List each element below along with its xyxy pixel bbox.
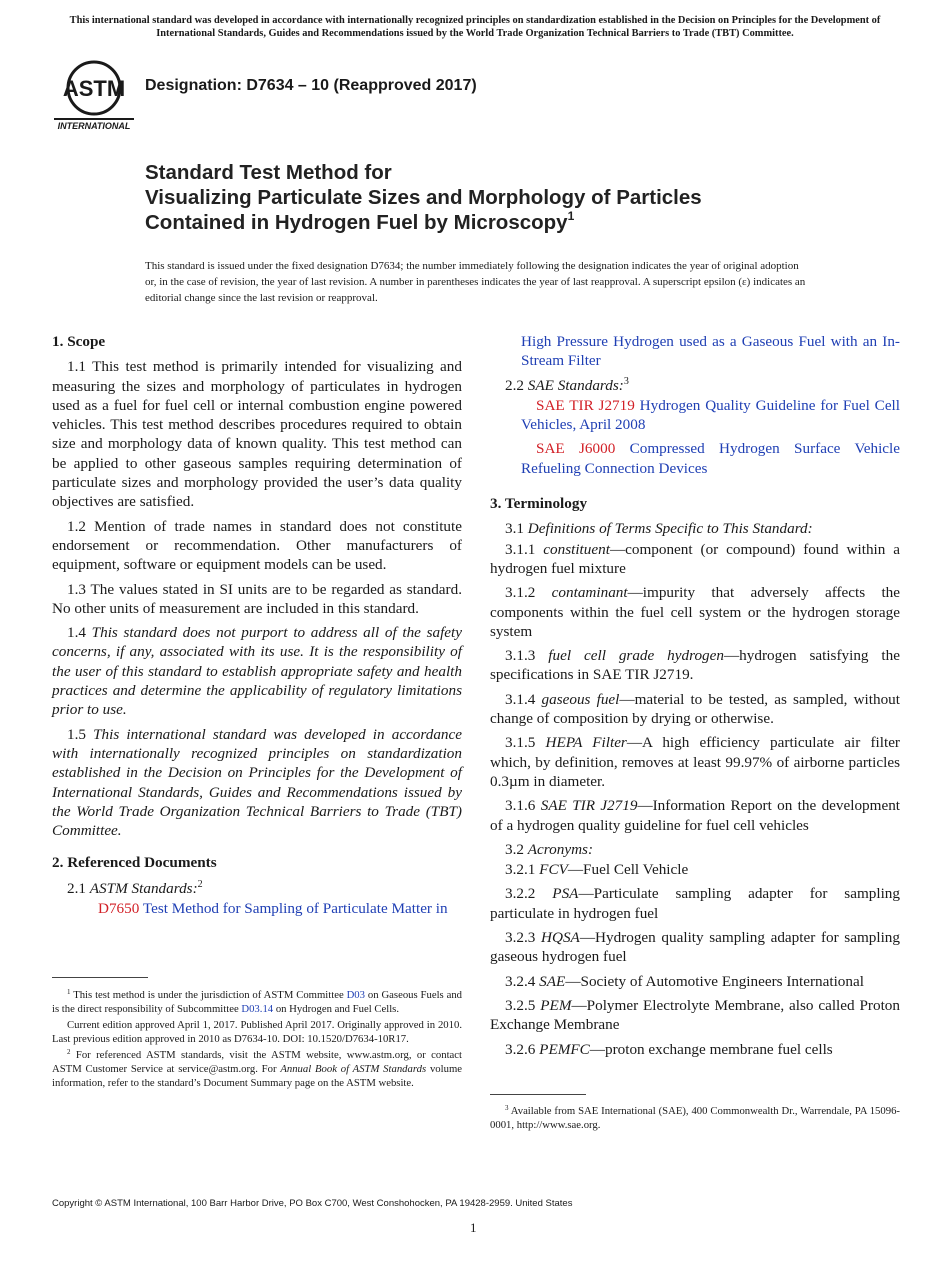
acronym-term: FCV	[539, 861, 568, 879]
ref-title-link: Compressed Hydrogen Surface Vehicle Refueling Connection Devices	[521, 440, 900, 477]
ref-title-link: Hydrogen Quality Guideline for Fuel Cell Vehicles, April 2008	[521, 396, 900, 434]
term-term: fuel cell grade hydrogen	[548, 647, 724, 665]
acronym-definition: —Particulate sampling adapter for sampling particulate in hydrogen fuel	[490, 885, 900, 922]
footnote-1-edition: Current edition approved April 1, 2017. Published April 2017. Originally approved in 2010. Last previous edition approved in 2010 as D7634-10. DOI: 10.1520/D7634-10R17.	[52, 1019, 462, 1045]
acronym-number: 3.2.4	[505, 972, 536, 990]
acronym-definition: —Polymer Electrolyte Membrane, also called Proton Exchange Membrane	[490, 996, 900, 1034]
astm-logo-icon	[52, 58, 136, 132]
ref-sae-j6000[interactable]	[490, 439, 900, 478]
term-term: SAE TIR J2719	[540, 797, 638, 815]
title-footnote-mark: 1	[567, 209, 575, 223]
acronyms-list	[490, 860, 900, 1059]
acronym-item	[490, 860, 900, 879]
ref-sae-j2719[interactable]	[490, 396, 900, 435]
ref-code: SAE TIR J2719	[536, 396, 635, 414]
acronym-definition: —Hydrogen quality sampling adapter for sampling gaseous hydrogen fuel	[490, 929, 900, 966]
footnote-rule	[52, 977, 148, 978]
term-item	[490, 796, 900, 835]
term-term: HEPA Filter	[545, 734, 627, 752]
title-line-2: Visualizing Particulate Sizes and Morphology of Particles	[145, 186, 702, 209]
acronym-term: SAE	[539, 972, 566, 990]
logo-text: ASTM	[62, 76, 126, 101]
acronym-number: 3.2.2	[505, 885, 536, 903]
page-number: 1	[470, 1220, 477, 1235]
document-title	[145, 160, 845, 235]
acronym-number: 3.2.5	[505, 996, 536, 1014]
designation: Designation: D7634 – 10 (Reapproved 2017)	[145, 77, 477, 94]
term-item	[490, 540, 900, 579]
term-item	[490, 733, 900, 791]
para-1-2: 1.2 Mention of trade names in standard does not constitute endorsement or recommendation. Other manufacturers of equipment, software or equipment models can be used.	[52, 517, 462, 574]
ref-d7650-continued[interactable]	[490, 332, 900, 371]
logo-subtext: INTERNATIONAL	[57, 121, 131, 131]
term-number: 3.1.3	[505, 647, 536, 665]
acronym-definition: —Society of Automotive Engineers International	[565, 972, 864, 990]
term-number: 3.1.6	[505, 797, 536, 815]
para-2-1: 2.1 ASTM Standards:$^2$	[67, 878, 203, 897]
acronym-item	[490, 972, 900, 991]
term-number: 3.1.1	[505, 540, 536, 558]
term-item	[490, 646, 900, 685]
ref-d7650[interactable]	[52, 899, 462, 918]
footnotes-right	[490, 1104, 900, 1134]
term-item	[490, 690, 900, 729]
term-term: constituent	[543, 540, 610, 558]
term-definition: —impurity that adversely affects the components within the fuel cell system or the hydrogen storage system	[490, 584, 900, 640]
tbt-notice: This international standard was developed in accordance with internationally recognized principles on standardization established in the Decision on Principles for the Development of International Standards, Guides and Recommendations issued by the World Trade Organization Technical Barriers to Trade (TBT) Committee.	[69, 15, 881, 39]
para-3-1: 3.1 Definitions of Terms Specific to This Standard:	[505, 520, 813, 538]
acronym-item	[490, 928, 900, 967]
title-line-1: Standard Test Method for	[145, 161, 392, 184]
para-1-5: 1.5 This international standard was developed in accordance with internationally recognized principles on standardization established in the Decision on Principles for the Development of International Standards, Guides and Recommendations issued by the World Trade Organization Technical Barriers to Trade (TBT) Committee.	[52, 725, 463, 840]
footnote-rule	[490, 1094, 586, 1095]
terminology-heading: 3. Terminology	[490, 495, 588, 513]
scope-heading: 1. Scope	[52, 333, 106, 350]
term-term: gaseous fuel	[541, 690, 620, 708]
acronym-item	[490, 1040, 900, 1059]
footnote-1: $^1$ This test method is under the jurisdiction of ASTM Committee D03 on Gaseous Fuels and is the direct responsibility of Subcommittee D03.14 on Hydrogen and Fuel Cells.	[52, 988, 463, 1015]
footnote-3: $^3$ Available from SAE International (SAE), 400 Commonwealth Dr., Warrendale, PA 15096-0001, http://www.sae.org.	[490, 1104, 900, 1131]
acronym-item	[490, 996, 900, 1035]
ref-code: D7650	[98, 900, 140, 918]
para-1-1: 1.1 This test method is primarily intended for visualizing and measuring the sizes and morphology of particulates in hydrogen used as a fuel for fuel cell or internal combustion engine powered vehicles. This test method describes procedures required to obtain size and morphology data of known quality. This test method can be applied to other gaseous samples requiring determination of particulate sizes and morphology provided the user’s data quality objectives are satisfied.	[52, 358, 462, 511]
acronym-term: PEMFC	[539, 1040, 590, 1058]
acronym-item	[490, 884, 900, 923]
right-column	[490, 332, 900, 1064]
footnote-2: $^2$ For referenced ASTM standards, visit the ASTM website, www.astm.org, or contact ASTM Customer Service at service@astm.org. For Annual Book of ASTM Standards volume information, refer to the standard’s Document Summary page on the ASTM website.	[52, 1048, 463, 1089]
issuance-statement: This standard is issued under the fixed designation D7634; the number immediately following the designation indicates the year of original adoption or, in the case of revision, the year of last revision. A number in parentheses indicates the year of last reapproval. A superscript epsilon (ε) indicates an editorial change since the last revision or reapproval.	[145, 260, 806, 304]
term-item	[490, 583, 900, 641]
term-definition: —Information Report on the development of a hydrogen quality guideline for fuel cell vehicles	[490, 797, 901, 834]
terms-list	[490, 540, 900, 835]
term-definition: —component (or compound) found within a hydrogen fuel mixture	[490, 540, 900, 577]
title-line-3: Contained in Hydrogen Fuel by Microscopy$^1$	[145, 209, 575, 234]
term-number: 3.1.5	[505, 734, 536, 752]
acronym-term: PEM	[540, 996, 572, 1014]
acronym-number: 3.2.3	[505, 929, 536, 947]
term-number: 3.1.2	[505, 584, 536, 602]
committee-link[interactable]: D03	[346, 989, 365, 1001]
ref-title-link: High Pressure Hydrogen used as a Gaseous Fuel with an In-Stream Filter	[521, 333, 900, 370]
acronym-number: 3.2.1	[505, 861, 536, 879]
term-number: 3.1.4	[505, 690, 536, 708]
left-column	[52, 332, 462, 923]
acronym-definition: —proton exchange membrane fuel cells	[589, 1040, 833, 1058]
term-definition: —hydrogen satisfying the specifications in SAE TIR J2719.	[490, 647, 900, 684]
term-term: contaminant	[551, 584, 628, 602]
referenced-heading: 2. Referenced Documents	[52, 854, 217, 872]
acronym-term: HQSA	[541, 929, 580, 947]
footnotes-left	[52, 988, 462, 1092]
para-3-2: 3.2 Acronyms:	[505, 840, 594, 858]
term-definition: —A high efficiency particulate air filter which, by definition, removes at least 99.97% of airborne particles 0.3µm in diameter.	[490, 734, 900, 790]
copyright-line: Copyright © ASTM International, 100 Barr Harbor Drive, PO Box C700, West Conshohocken, PA 19428-2959. United States	[52, 1198, 573, 1209]
ref-code: SAE J6000	[536, 440, 616, 458]
acronym-term: PSA	[552, 885, 579, 903]
subcommittee-link[interactable]: D03.14	[241, 1003, 274, 1015]
term-definition: —material to be tested, as sampled, without change of composition by drying or otherwise.	[490, 690, 900, 728]
para-2-2: 2.2 SAE Standards:$^3$	[505, 375, 629, 394]
ref-title-link: Test Method for Sampling of Particulate Matter in	[142, 900, 448, 918]
para-1-4: 1.4 This standard does not purport to address all of the safety concerns, if any, associated with its use. It is the responsibility of the user of this standard to establish appropriate safety and health practices and determine the applicability of regulatory limitations prior to use.	[52, 624, 463, 719]
para-1-3: 1.3 The values stated in SI units are to be regarded as standard. No other units of measurement are included in this standard.	[52, 580, 462, 617]
acronym-number: 3.2.6	[505, 1040, 536, 1058]
acronym-definition: —Fuel Cell Vehicle	[567, 861, 689, 879]
